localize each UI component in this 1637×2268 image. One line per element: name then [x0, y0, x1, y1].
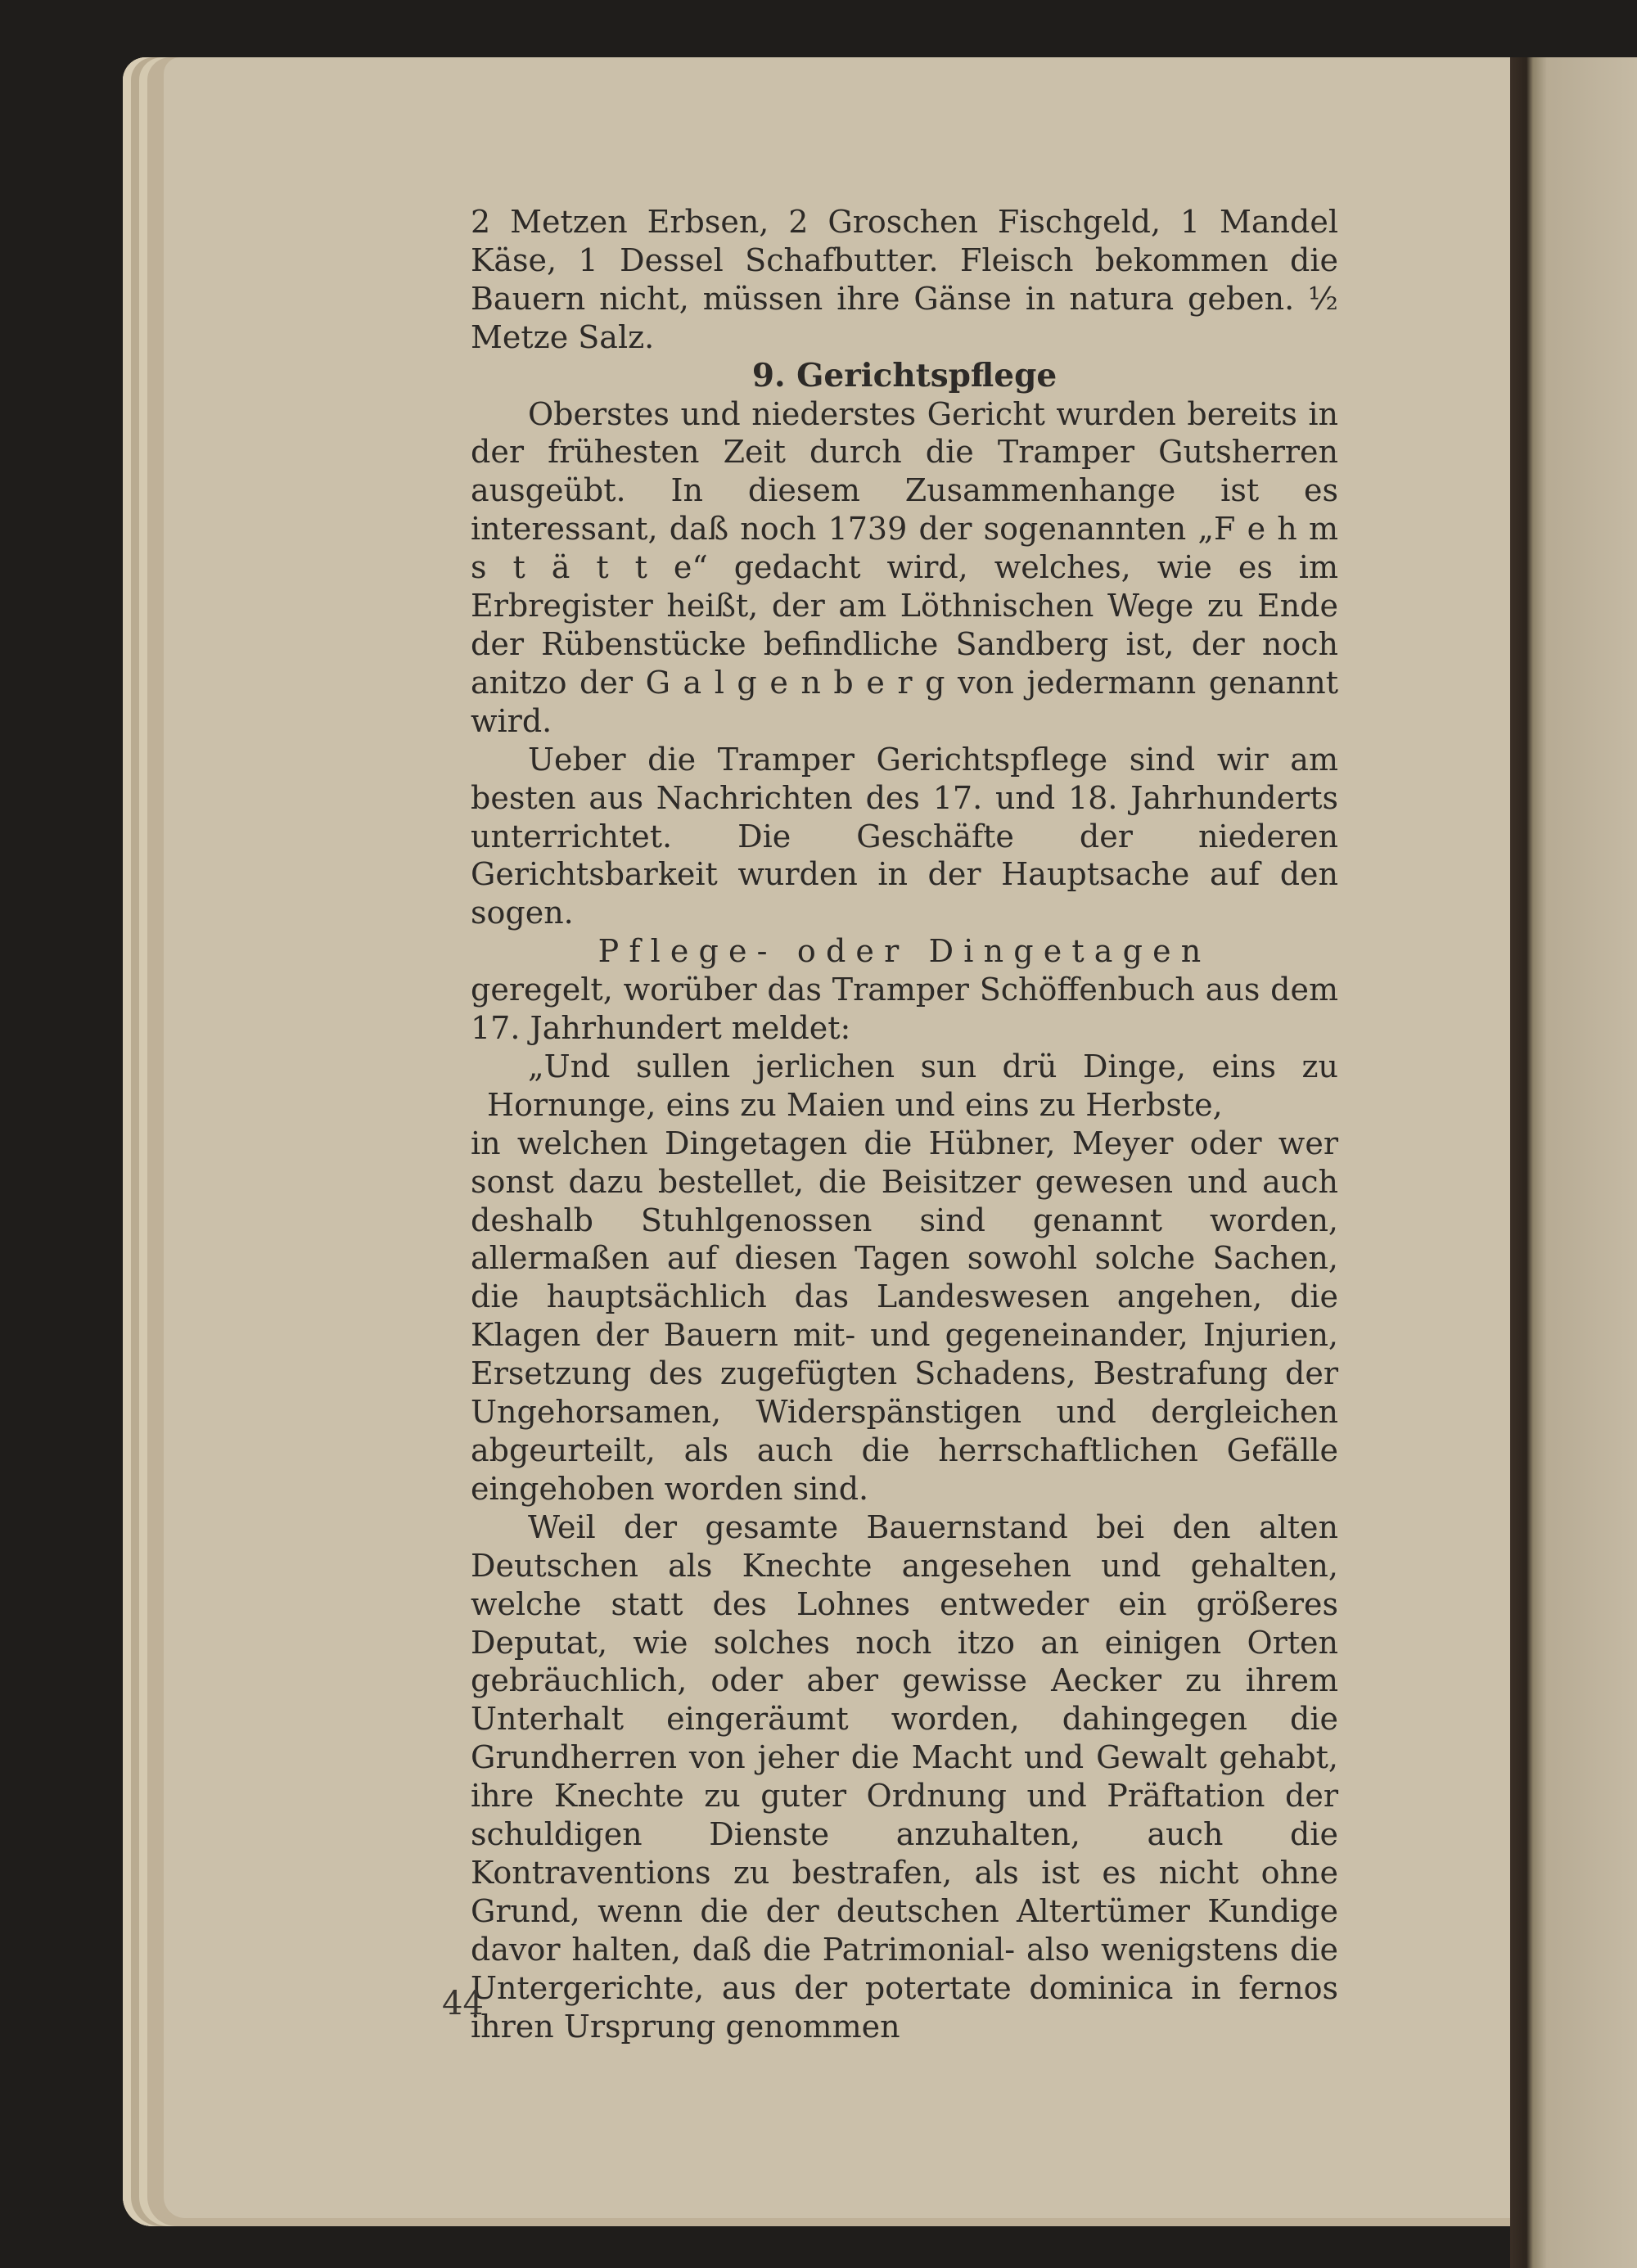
paragraph-4: geregelt, worüber das Tramper Schöffenbuch aus dem 17. Jahrhundert meldet: [471, 972, 1338, 1047]
paragraph-1: 2 Metzen Erbsen, 2 Groschen Fischgeld, 1 Mandel Käse, 1 Dessel Schafbutter. Fleisch bekommen die Bauern nicht, müssen ihre Gänse in natura geben. ½ Metze Salz. [471, 204, 1338, 355]
section-heading: 9. Gerichtspflege [751, 356, 1058, 395]
text-body [471, 203, 1338, 2046]
page-number: 44 [442, 1985, 484, 2022]
paragraph-2: Oberstes und niederstes Gericht wurden bereits in der frühesten Zeit durch die Tramper Gutsherren ausgeübt. In diesem Zusammenhange ist es interessant, daß noch 1739 der sogenannten „F e h m s t ä t t e“ gedacht wird, welches, wie es im Erbregister heißt, der am Löthnischen Wege zu Ende der Rübenstücke befindliche Sandberg ist, der noch anitzo der G a l g e n b e r g von jedermann genannt wird. [471, 395, 1338, 739]
facing-page [1510, 57, 1637, 2268]
quote-line: „Und sullen jerlichen sun drü Dinge, eins zu Hornunge, eins zu Maien und eins zu Herbste, [487, 1048, 1338, 1123]
spaced-heading: Pflege- oder Dingetagen [598, 933, 1211, 970]
paragraph-3: Ueber die Tramper Gerichtspflege sind wir am besten aus Nachrichten des 17. und 18. Jahrhunderts unterrichtet. Die Geschäfte der niederen Gerichtsbarkeit wurden in der Hauptsache auf den sogen. [471, 741, 1338, 931]
paragraph-6: Weil der gesamte Bauernstand bei den alten Deutschen als Knechte angesehen und gehalten, welche statt des Lohnes entweder ein größeres Deputat, wie solches noch itzo an einigen Orten gebräuchlich, oder aber gewisse Aecker zu ihrem Unterhalt eingeräumt worden, dahingegen die Grundherren von jeher die Macht und Gewalt gehabt, ihre Knechte zu guter Ordnung und Präftation der schuldigen Dienste anzuhalten, auch die Kontraventions zu bestrafen, als ist es nicht ohne Grund, wenn die der deutschen Altertümer Kundige davor halten, daß die Patrimonial- also wenigstens die Untergerichte, aus der potertate dominica in fernos ihren Ursprung genommen [471, 1508, 1338, 2045]
paragraph-5: in welchen Dingetagen die Hübner, Meyer oder wer sonst dazu bestellet, die Beisitzer gewesen und auch deshalb Stuhlgenossen sind genannt worden, allermaßen auf diesen Tagen sowohl solche Sachen, die hauptsächlich das Landeswesen angehen, die Klagen der Bauern mit- und gegeneinander, Injurien, Ersetzung des zugefügten Schadens, Bestrafung der Ungehorsamen, Widerspänstigen und dergleichen abgeurteilt, als auch die herrschaftlichen Gefälle eingehoben worden sind. [471, 1125, 1338, 1507]
